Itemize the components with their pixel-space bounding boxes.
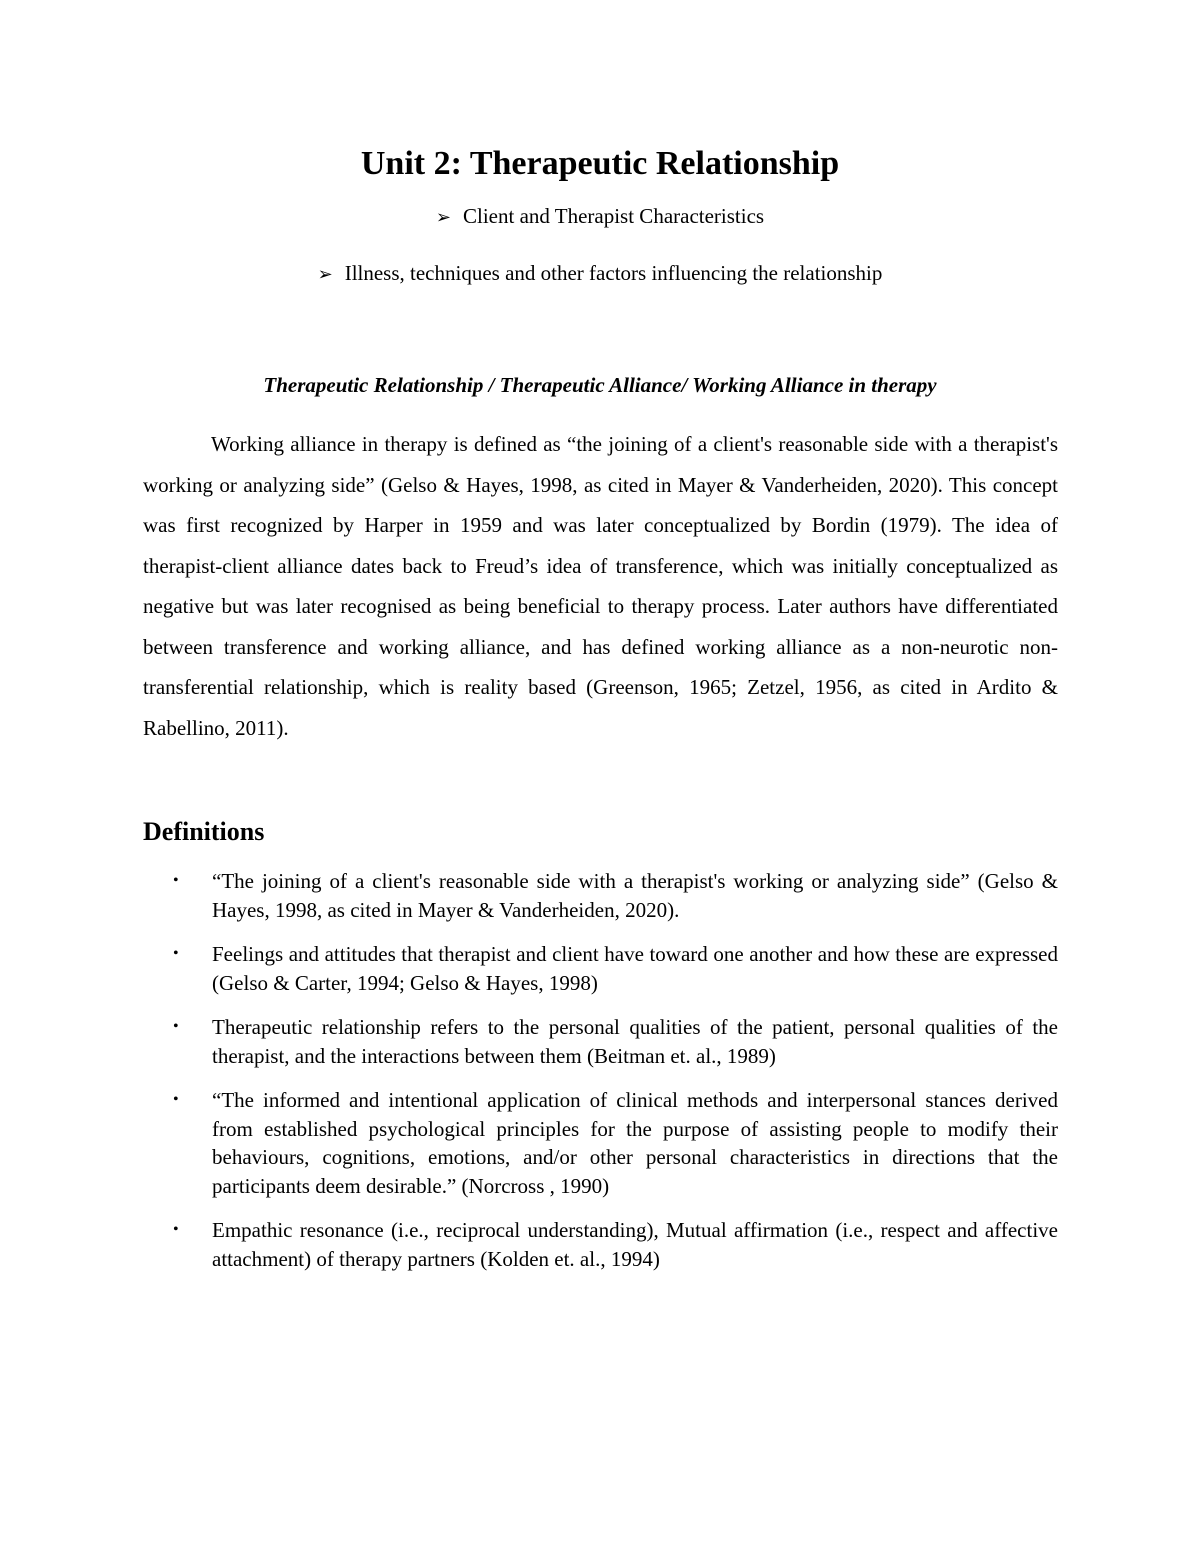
definition-text: Empathic resonance (i.e., reciprocal understanding), Mutual affirmation (i.e., respect and affective attachment) of therapy partners (Kolden et. al., 1994) <box>212 1218 1058 1271</box>
arrow-bullet-icon: ➢ <box>435 207 451 227</box>
bullet-icon: • <box>173 1221 179 1238</box>
topic-label: Illness, techniques and other factors influencing the relationship <box>344 261 883 285</box>
bullet-icon: • <box>173 1018 179 1035</box>
list-item <box>143 1086 1058 1200</box>
bullet-icon: • <box>173 872 179 889</box>
definitions-list <box>143 867 1058 1289</box>
list-item <box>143 867 1058 924</box>
body-paragraph: Working alliance in therapy is defined as “the joining of a client's reasonable side with a therapist's working or analyzing side” (Gelso & Hayes, 1998, as cited in Mayer & Vanderheiden, 2020). This concept was first recognized by Harper in 1959 and was later conceptualized by Bordin (1979). The idea of therapist-client alliance dates back to Freud’s idea of transference, which was initially conceptualized as negative but was later recognised as being beneficial to therapy process. Later authors have differentiated between transference and working alliance, and has defined working alliance as a non-neurotic non-transferential relationship, which is reality based (Greenson, 1965; Zetzel, 1956, as cited in Ardito & Rabellino, 2011). <box>143 432 1058 740</box>
definition-text: “The informed and intentional application of clinical methods and interpersonal stances derived from established psychological principles for the purpose of assisting people to modify their behaviours, cognitions, emotions, and/or other personal characteristics in directions that the participants deem desirable.” (Norcross , 1990) <box>212 1088 1058 1198</box>
definitions-heading: Definitions <box>143 817 265 846</box>
definition-text: Feelings and attitudes that therapist and client have toward one another and how these are expressed (Gelso & Carter, 1994; Gelso & Hayes, 1998) <box>212 942 1058 995</box>
list-item <box>143 940 1058 997</box>
topic-item <box>0 201 1200 232</box>
list-item <box>143 1216 1058 1273</box>
list-item <box>143 1013 1058 1070</box>
definition-text: “The joining of a client's reasonable side with a therapist's working or analyzing side” (Gelso & Hayes, 1998, as cited in Mayer & Vanderheiden, 2020). <box>212 869 1058 922</box>
arrow-bullet-icon: ➢ <box>317 264 333 284</box>
page-title: Unit 2: Therapeutic Relationship <box>360 145 840 182</box>
section-subheading: Therapeutic Relationship / Therapeutic Alliance/ Working Alliance in therapy <box>263 373 937 397</box>
topic-label: Client and Therapist Characteristics <box>462 204 765 228</box>
definition-text: Therapeutic relationship refers to the personal qualities of the patient, personal qualities of the therapist, and the interactions between them (Beitman et. al., 1989) <box>212 1015 1058 1068</box>
bullet-icon: • <box>173 945 179 962</box>
topic-item <box>0 258 1200 289</box>
bullet-icon: • <box>173 1091 179 1108</box>
